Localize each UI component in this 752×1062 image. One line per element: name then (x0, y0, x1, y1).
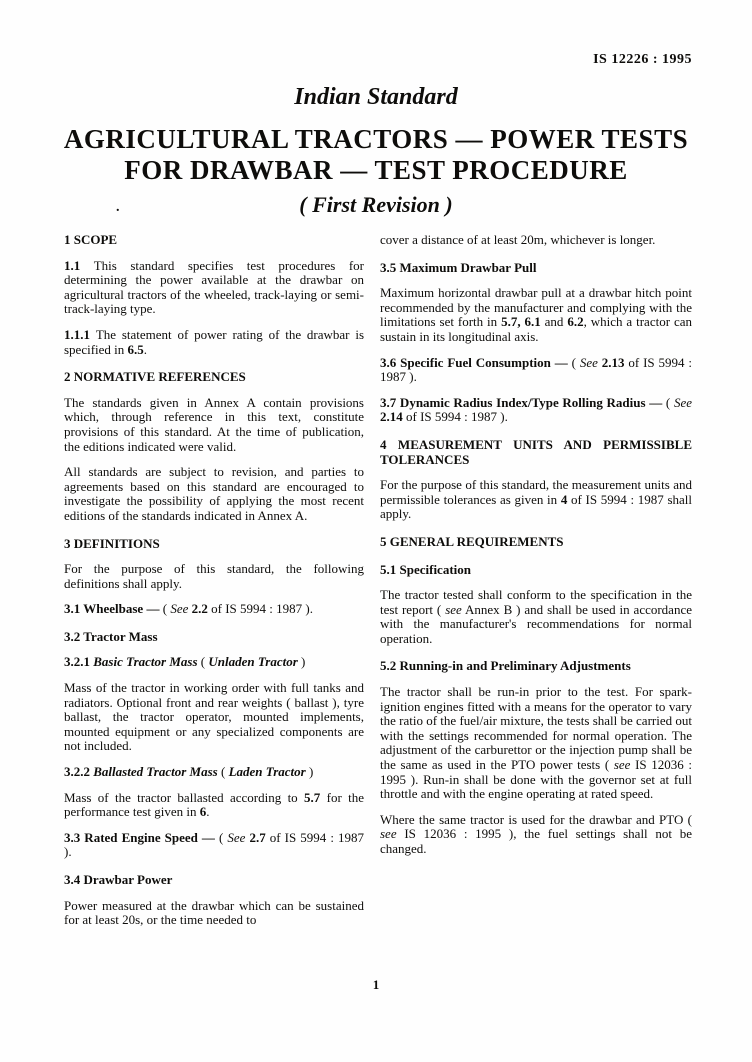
paragraph-right-9 (380, 588, 692, 646)
section-heading-left-9 (64, 630, 364, 645)
text-run: 1.1.1 (64, 326, 96, 342)
text-run: 2.14 (380, 409, 403, 425)
text-run: 4 MEASUREMENT UNITS AND PERMISSIBLE TOLERANCES (380, 436, 692, 467)
text-run: 3.3 Rated Engine Speed — (64, 829, 219, 845)
section-heading-right-5 (380, 438, 692, 467)
paragraph-left-12 (64, 765, 364, 780)
text-run: of IS 5994 : 1987 ). (380, 354, 692, 385)
text-run: The standards given in Annex A contain provisions which, through reference in this text, constitute provisions of this standard. At the time of publication, the editions indicated were valid. (64, 394, 364, 454)
text-run: of IS 5994 : 1987 ). (207, 601, 313, 617)
text-run: ) (297, 654, 306, 670)
text-run: of IS 5994 : 1987 shall apply. (380, 491, 692, 522)
text-run: see (380, 826, 397, 842)
text-run: see (613, 757, 631, 773)
text-run: cover a distance of at least 20m, whichever is longer. (380, 232, 656, 247)
text-run: 6 (199, 804, 207, 820)
text-run: ( (665, 394, 674, 410)
text-run: Where the same tractor is used for the drawbar and PTO ( (380, 811, 692, 827)
text-run: ( (197, 654, 209, 670)
paragraph-right-2 (380, 286, 692, 344)
paragraph-left-5 (64, 465, 364, 523)
paragraph-right-0 (380, 233, 692, 248)
text-run: Mass of the tractor ballasted according to (64, 789, 305, 805)
text-run: ( (571, 354, 580, 370)
text-run: and (540, 314, 568, 330)
paragraph-right-12 (380, 813, 692, 857)
text-run: 6.5 (127, 341, 144, 357)
section-heading-left-15 (64, 873, 364, 888)
text-run: For the purpose of this standard, the measurement units and permissible tolerances as given in (380, 477, 692, 507)
text-run: ( (218, 829, 228, 845)
text-run: of IS 5994 : 1987 ). (402, 409, 508, 425)
text-run: of IS 5994 : 1987 ). (64, 829, 364, 860)
text-run: Unladen Tractor (208, 654, 298, 670)
right-column (380, 233, 692, 939)
text-run: 6.2 (567, 314, 584, 330)
section-heading-right-10 (380, 659, 692, 674)
section-heading-left-6 (64, 537, 364, 552)
text-run: 1 SCOPE (64, 232, 118, 247)
paragraph-right-11 (380, 685, 692, 802)
text-run: for the performance test given in (64, 789, 364, 820)
text-run: Laden Tractor (228, 764, 306, 780)
paragraph-left-4 (64, 396, 364, 454)
text-run: 3.2 Tractor Mass (64, 628, 158, 644)
left-column (64, 233, 364, 939)
text-run: Power measured at the drawbar which can be sustained for at least 20s, or the time needed to (64, 897, 364, 928)
text-run: This standard specifies test procedures for determining the power available at the drawbar on agricultural tractors of the wheeled, track-laying or semi-track-laying type. (64, 257, 365, 317)
text-run: 4 (560, 491, 568, 507)
document-title-line-1: AGRICULTURAL TRACTORS — POWER TESTS (63, 124, 689, 154)
paragraph-left-7 (64, 562, 364, 591)
text-run: 5.2 Running-in and Preliminary Adjustments (380, 658, 631, 674)
text-run: 5.1 Specification (380, 561, 471, 577)
text-run: See (227, 829, 250, 845)
text-run: Mass of the tractor in working order with full tanks and radiators. Optional front and rear weights ( ballast ), tyre ballast, the tractor operator, mounted implements, mounted equipment or any specialized components are not included. (64, 680, 364, 754)
section-heading-left-3 (64, 370, 364, 385)
text-run: 3.2.1 (64, 654, 94, 670)
text-run: See (170, 601, 192, 617)
text-run: 2.2 (191, 601, 208, 617)
text-run: 3.1 Wheelbase — (64, 601, 163, 617)
paragraph-left-16 (64, 899, 364, 928)
text-run: ) (305, 764, 314, 780)
section-heading-right-1 (380, 261, 692, 276)
text-run: . (143, 341, 148, 357)
paragraph-left-13 (64, 791, 364, 820)
section-heading-right-8 (380, 563, 692, 578)
body-columns (64, 233, 692, 939)
text-run: see (445, 601, 462, 617)
doc-number: IS 12226 : 1995 (593, 52, 692, 67)
text-run: 3.4 Drawbar Power (64, 872, 173, 887)
section-heading-left-0 (64, 233, 364, 248)
text-run: Ballasted Tractor Mass (93, 764, 218, 780)
paragraph-left-1 (64, 259, 364, 317)
text-run: 5 GENERAL REQUIREMENTS (380, 533, 564, 549)
text-run: See (579, 354, 602, 370)
text-run: 2.13 (601, 354, 625, 370)
text-run: , which a tractor can sustain in its longitudinal axis. (380, 314, 692, 344)
text-run: IS 12036 : 1995 ). Run-in shall be done with the governor set at full throttle and with the engine operating at rated speed. (380, 757, 693, 802)
paragraph-right-6 (380, 478, 692, 522)
standard-type-label: Indian Standard (294, 84, 458, 110)
section-heading-right-7 (380, 535, 692, 550)
text-run: 5.7, 6.1 (501, 314, 541, 330)
text-run: See (673, 394, 692, 410)
document-title (0, 124, 752, 186)
text-run: ( (162, 601, 171, 617)
text-run: Maximum horizontal drawbar pull at a drawbar hitch point recommended by the manufacturer and complying with the limitations set forth in (380, 285, 692, 330)
paragraph-right-3 (380, 356, 692, 385)
text-run: 3.6 Specific Fuel Consumption — (380, 354, 572, 370)
text-run: 2 NORMATIVE REFERENCES (64, 369, 246, 385)
document-title-line-2: FOR DRAWBAR — TEST PROCEDURE (124, 155, 628, 185)
text-run: 5.7 (304, 789, 321, 805)
text-run: Annex B ) and shall be used in accordance with the manufacturer's recommendations for normal operation. (380, 601, 692, 646)
stray-ink-mark: . (116, 200, 120, 215)
text-run: 1.1 (64, 257, 94, 273)
text-run: The tractor tested shall conform to the specification in the test report ( (380, 587, 692, 617)
revision-label: ( First Revision ) (299, 192, 453, 217)
paragraph-left-10 (64, 655, 364, 670)
text-run: The statement of power rating of the drawbar is specified in (64, 326, 365, 357)
text-run: 2.7 (249, 829, 266, 845)
text-run: 3 DEFINITIONS (64, 535, 160, 551)
text-run: 3.7 Dynamic Radius Index/Type Rolling Radius — (380, 394, 666, 410)
text-run: 3.2.2 (64, 764, 94, 780)
text-run: Basic Tractor Mass (93, 654, 198, 670)
text-run: For the purpose of this standard, the following definitions shall apply. (64, 561, 364, 591)
paragraph-left-8 (64, 602, 364, 617)
text-run: All standards are subject to revision, and parties to agreements based on this standard are encouraged to investigate the possibility of applying the most recent editions of the standards indicated in Annex A. (64, 464, 364, 523)
text-run: The tractor shall be run-in prior to the test. For spark-ignition engines fitted with a means for the operator to vary the ratio of the fuel/air mixture, the tests shall be carried out with the settings recommended for normal operation. The adjustment of the carburettor or the injection pump shall be the same as used in the PTO power tests ( (380, 684, 692, 773)
text-run: . (206, 804, 210, 820)
paragraph-left-14 (64, 831, 364, 860)
page-number: 1 (372, 977, 380, 992)
text-run: IS 12036 : 1995 ), the fuel settings shall not be changed. (380, 826, 692, 856)
paragraph-right-4 (380, 396, 692, 425)
paragraph-left-2 (64, 328, 364, 357)
text-run: 3.5 Maximum Drawbar Pull (380, 259, 537, 275)
paragraph-left-11 (64, 681, 364, 754)
text-run: ( (217, 764, 229, 780)
